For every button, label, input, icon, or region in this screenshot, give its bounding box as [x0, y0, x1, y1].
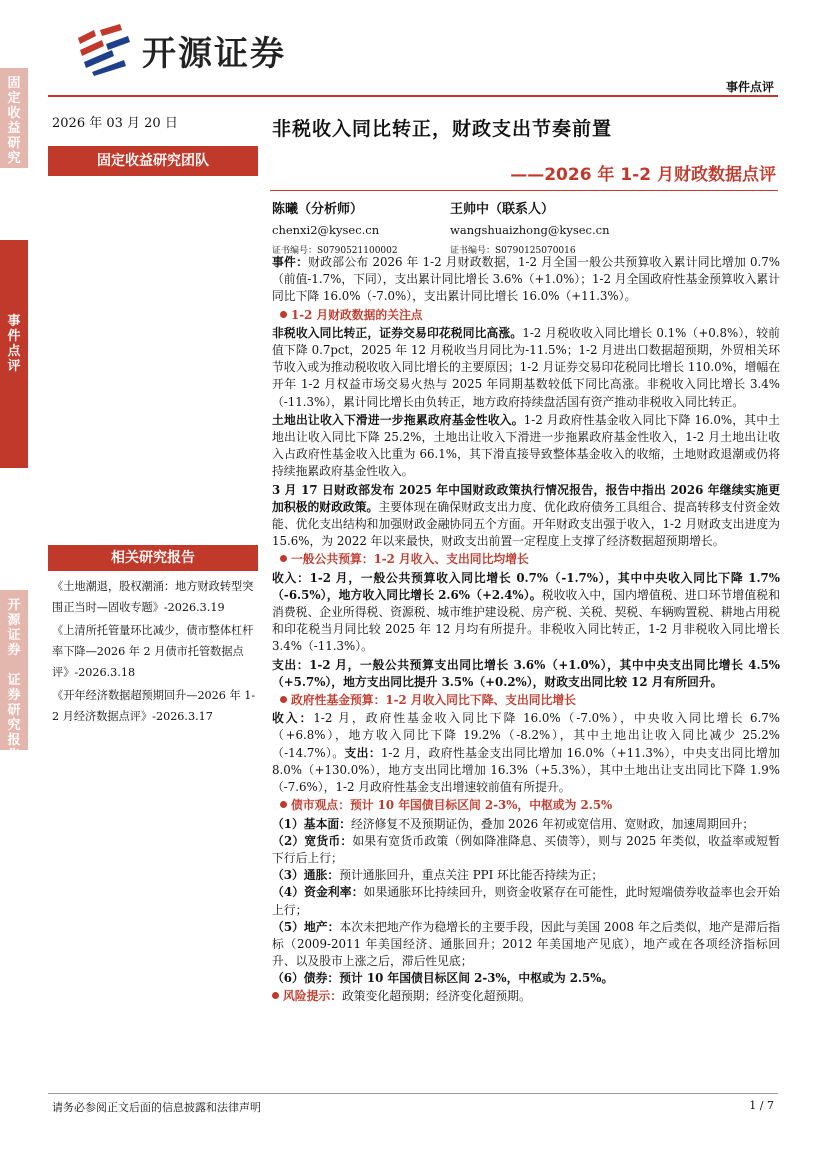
side-tab-char: 研 — [7, 703, 21, 718]
title-divider — [270, 190, 778, 191]
side-tab-fixed-income — [0, 68, 28, 168]
side-tab-char: 定 — [7, 91, 21, 106]
risk-warning: 风险提示：政策变化超预期；经济变化超预期。 — [272, 988, 780, 1005]
side-tab-char: 点 — [7, 344, 21, 359]
side-tab-char: 证 — [7, 628, 21, 643]
related-reports-list — [52, 576, 262, 729]
side-tab-char: 报 — [7, 733, 21, 748]
section-heading: 债市观点：预计 10 年国债目标区间 2-3%，中枢或为 2.5% — [280, 797, 780, 814]
bullet-icon — [272, 992, 279, 999]
list-item: （2）宽货币：如果有宽货币政策（例如降准降息、买债等），则与 2025 年类似，收益率或短暂下行后上行； — [272, 833, 780, 865]
logo-mark-icon — [76, 24, 134, 76]
paragraph-policy: 3 月 17 日财政部发布 2025 年中国财政政策执行情况报告，报告中指出 2026 年继续实施更加积极的财政政策。主要体现在确保财政支出力度、优化政府债务工具组合、提高转移支付资金效能、优化支出结构和加强财政金融协同五个方面。开年财政支出强于收入，1-2 月财政支出进度为 15.6%，为 2022 年以来最快，财政支出前置一定程度上支撑了经济数据超预期增长。 — [272, 482, 780, 549]
list-item: （1）基本面：经济修复不及预期证伪，叠加 2026 年初或宽信用、宽财政，加速周期回升； — [272, 816, 755, 831]
header-divider — [48, 95, 778, 97]
contact-card — [450, 198, 610, 256]
bullet-icon — [280, 696, 287, 703]
related-report-item[interactable]: 《上清所托管量环比减少，债市整体杠杆率下降—2026 年 2 月债市托管数据点评》-2026.3.18 — [52, 624, 254, 679]
paragraph-general-revenue: 收入：1-2 月，一般公共预算收入同比增长 0.7%（-1.7%），其中中央收入同比下降 1.7%（-6.5%），地方收入同比增长 2.6%（+2.4%）。税收收入中，国内增值税、进口环节增值税和消费税、企业所得税、资源税、城市维护建设税、房产税、关税、契税、车辆购置税、耕地占用税和印花税当月同比较 2025 年 12 月均有所提升。非税收入同比转正，1-2 月非税收入同比增长 3.4%（-11.3%）。 — [272, 570, 780, 654]
side-tab-char: 源 — [7, 613, 21, 628]
section-heading: 一般公共预算：1-2 月收入、支出同比均增长 — [280, 551, 780, 568]
side-tab-char: 固 — [7, 76, 21, 91]
side-tab-char: 究 — [7, 718, 21, 733]
list-item: （3）通胀：预计通胀回升，重点关注 PPI 环比能否持续为正； — [272, 868, 604, 883]
paragraph-land: 土地出让收入下滑进一步拖累政府基金性收入。1-2 月政府性基金收入同比下降 16.0%，其中土地出让收入同比下降 25.2%，土地出让收入下滑进一步拖累政府基金性收入，1-2 月土地出让收入占政府性基金收入比重为 66.1%，其下滑直接导致整体基金收入的收缩，土地财政退潮或仍将持续拖累政府基金性收入。 — [272, 412, 780, 479]
report-body — [272, 254, 780, 1005]
list-item-bonds: （6）债券：预计 10 年国债目标区间 2-3%，中枢或为 2.5%。 — [272, 971, 614, 986]
side-tab-char: 究 — [7, 151, 21, 166]
section-heading: 1-2 月财政数据的关注点 — [280, 307, 780, 324]
report-date: 2026 年 03 月 20 日 — [52, 116, 178, 131]
side-tab-char: 券 — [7, 643, 21, 658]
analyst-name: 陈曦（分析师） — [272, 202, 364, 217]
page-number: 1 / 7 — [749, 1099, 774, 1112]
logo — [76, 20, 316, 76]
section-heading: 政府性基金预算：1-2 月收入同比下降、支出同比增长 — [280, 692, 780, 709]
footer-disclaimer[interactable]: 请务必参阅正文后面的信息披露和法律声明 — [52, 1101, 261, 1114]
related-report-item[interactable]: 《开年经济数据超预期回升—2026 年 1-2 月经济数据点评》-2026.3.17 — [52, 689, 256, 723]
side-tab-char: 研 — [7, 136, 21, 151]
doc-type: 事件点评 — [725, 80, 774, 94]
contact-name: 王帅中（联系人） — [450, 202, 555, 217]
side-tab-char — [0, 658, 28, 673]
report-subtitle: ——2026 年 1-2 月财政数据点评 — [510, 165, 776, 185]
bullet-icon — [280, 311, 287, 318]
side-tab-char: 益 — [7, 121, 21, 136]
list-item: （4）资金利率：如果通胀环比持续回升，则资金收紧存在可能性，此时短端债券收益率也会开始上行； — [272, 885, 780, 917]
analyst-cert: 证书编号：S0790521100002 — [272, 246, 398, 256]
bullet-icon — [280, 801, 287, 808]
team-banner: 固定收益研究团队 — [48, 146, 258, 176]
report-title: 非税收入同比转正，财政支出节奏前置 — [272, 118, 613, 140]
contact-email[interactable]: wangshuaizhong@kysec.cn — [450, 223, 610, 237]
footer-divider — [48, 1093, 778, 1094]
bullet-icon — [280, 555, 287, 562]
side-tab-char: 事 — [7, 314, 21, 329]
related-reports-banner: 相关研究报告 — [48, 545, 258, 571]
related-report-item[interactable]: 《土地潮退，股权潮涌：地方财政转型突围正当时—固收专题》-2026.3.19 — [52, 580, 254, 614]
side-tab-char: 收 — [7, 106, 21, 121]
side-tab-char: 件 — [7, 329, 21, 344]
side-tab-kysec-report — [0, 590, 28, 763]
logo-text: 开源证券 — [142, 34, 286, 74]
side-tab-char: 告 — [7, 748, 21, 763]
side-tab-char: 证 — [7, 673, 21, 688]
analyst-email[interactable]: chenxi2@kysec.cn — [272, 223, 380, 237]
analyst-card — [272, 198, 398, 256]
side-tab-event-review — [0, 240, 28, 468]
event-text: 财政部公布 2026 年 1-2 月财政数据，1-2 月全国一般公共预算收入累计同比增加 0.7%（前值-1.7%，下同），支出累计同比增长 3.6%（+1.0%）；1-2 月全国政府性基金预算收入累计同比下降 16.0%（-7.0%），支出累计同比增长 16.0%（+11.3%）。 — [272, 255, 780, 304]
paragraph-general-spending: 支出：1-2 月，一般公共预算支出同比增长 3.6%（+1.0%），其中中央支出同比增长 4.5%（+5.7%），地方支出同比提升 3.5%（+0.2%），财政支出同比较 12 月有所回升。 — [272, 657, 780, 689]
event-label: 事件： — [272, 255, 309, 269]
side-tab-char: 券 — [7, 688, 21, 703]
event-paragraph — [272, 254, 780, 306]
contact-cert: 证书编号：S0790125070016 — [450, 246, 576, 256]
side-tab-char: 评 — [7, 359, 21, 374]
paragraph-fund: 收入：1-2 月，政府性基金收入同比下降 16.0%（-7.0%），中央收入同比增长 6.7%（+6.8%），地方收入同比下降 19.2%（-8.2%），其中土地出让收入同比减少 25.2%（-14.7%）。支出：1-2 月，政府性基金支出同比增加 16.0%（+11.3%），中央支出同比增加 8.0%（+130.0%），地方支出同比增加 16.3%（+5.3%），其中土地出让支出同比下降 1.9%（-7.6%），1-2 月政府性基金支出增速较前值有所提升。 — [272, 711, 780, 795]
side-tab-char: 开 — [7, 598, 21, 613]
list-item: （5）地产：本次未把地产作为稳增长的主要手段，因此与美国 2008 年之后类似，地产是滞后指标（2009-2011 年美国经济、通胀回升；2012 年美国地产见底），地产或在各项经济指标回升、以及股市上涨之后，滞后性见底； — [272, 919, 780, 969]
paragraph-nontax: 非税收入同比转正，证券交易印花税同比高涨。1-2 月税收收入同比增长 0.1%（+0.8%），较前值下降 0.7pct，2025 年 12 月税收当月同比为-11.5%；1-2 月进出口数据超预期，外贸相关环节收入或为推动税收收入同比增长的主要原因；1-2 月证券交易印花税同比增长 110.0%，增幅在开年 1-2 月权益市场交易火热与 2025 年同期基数较低下同比高涨。非税收入同比增长 3.4%（-11.3%），累计同比增长由负转正，地方政府持续盘活国有资产推动非税收入同比转正。 — [272, 325, 780, 409]
